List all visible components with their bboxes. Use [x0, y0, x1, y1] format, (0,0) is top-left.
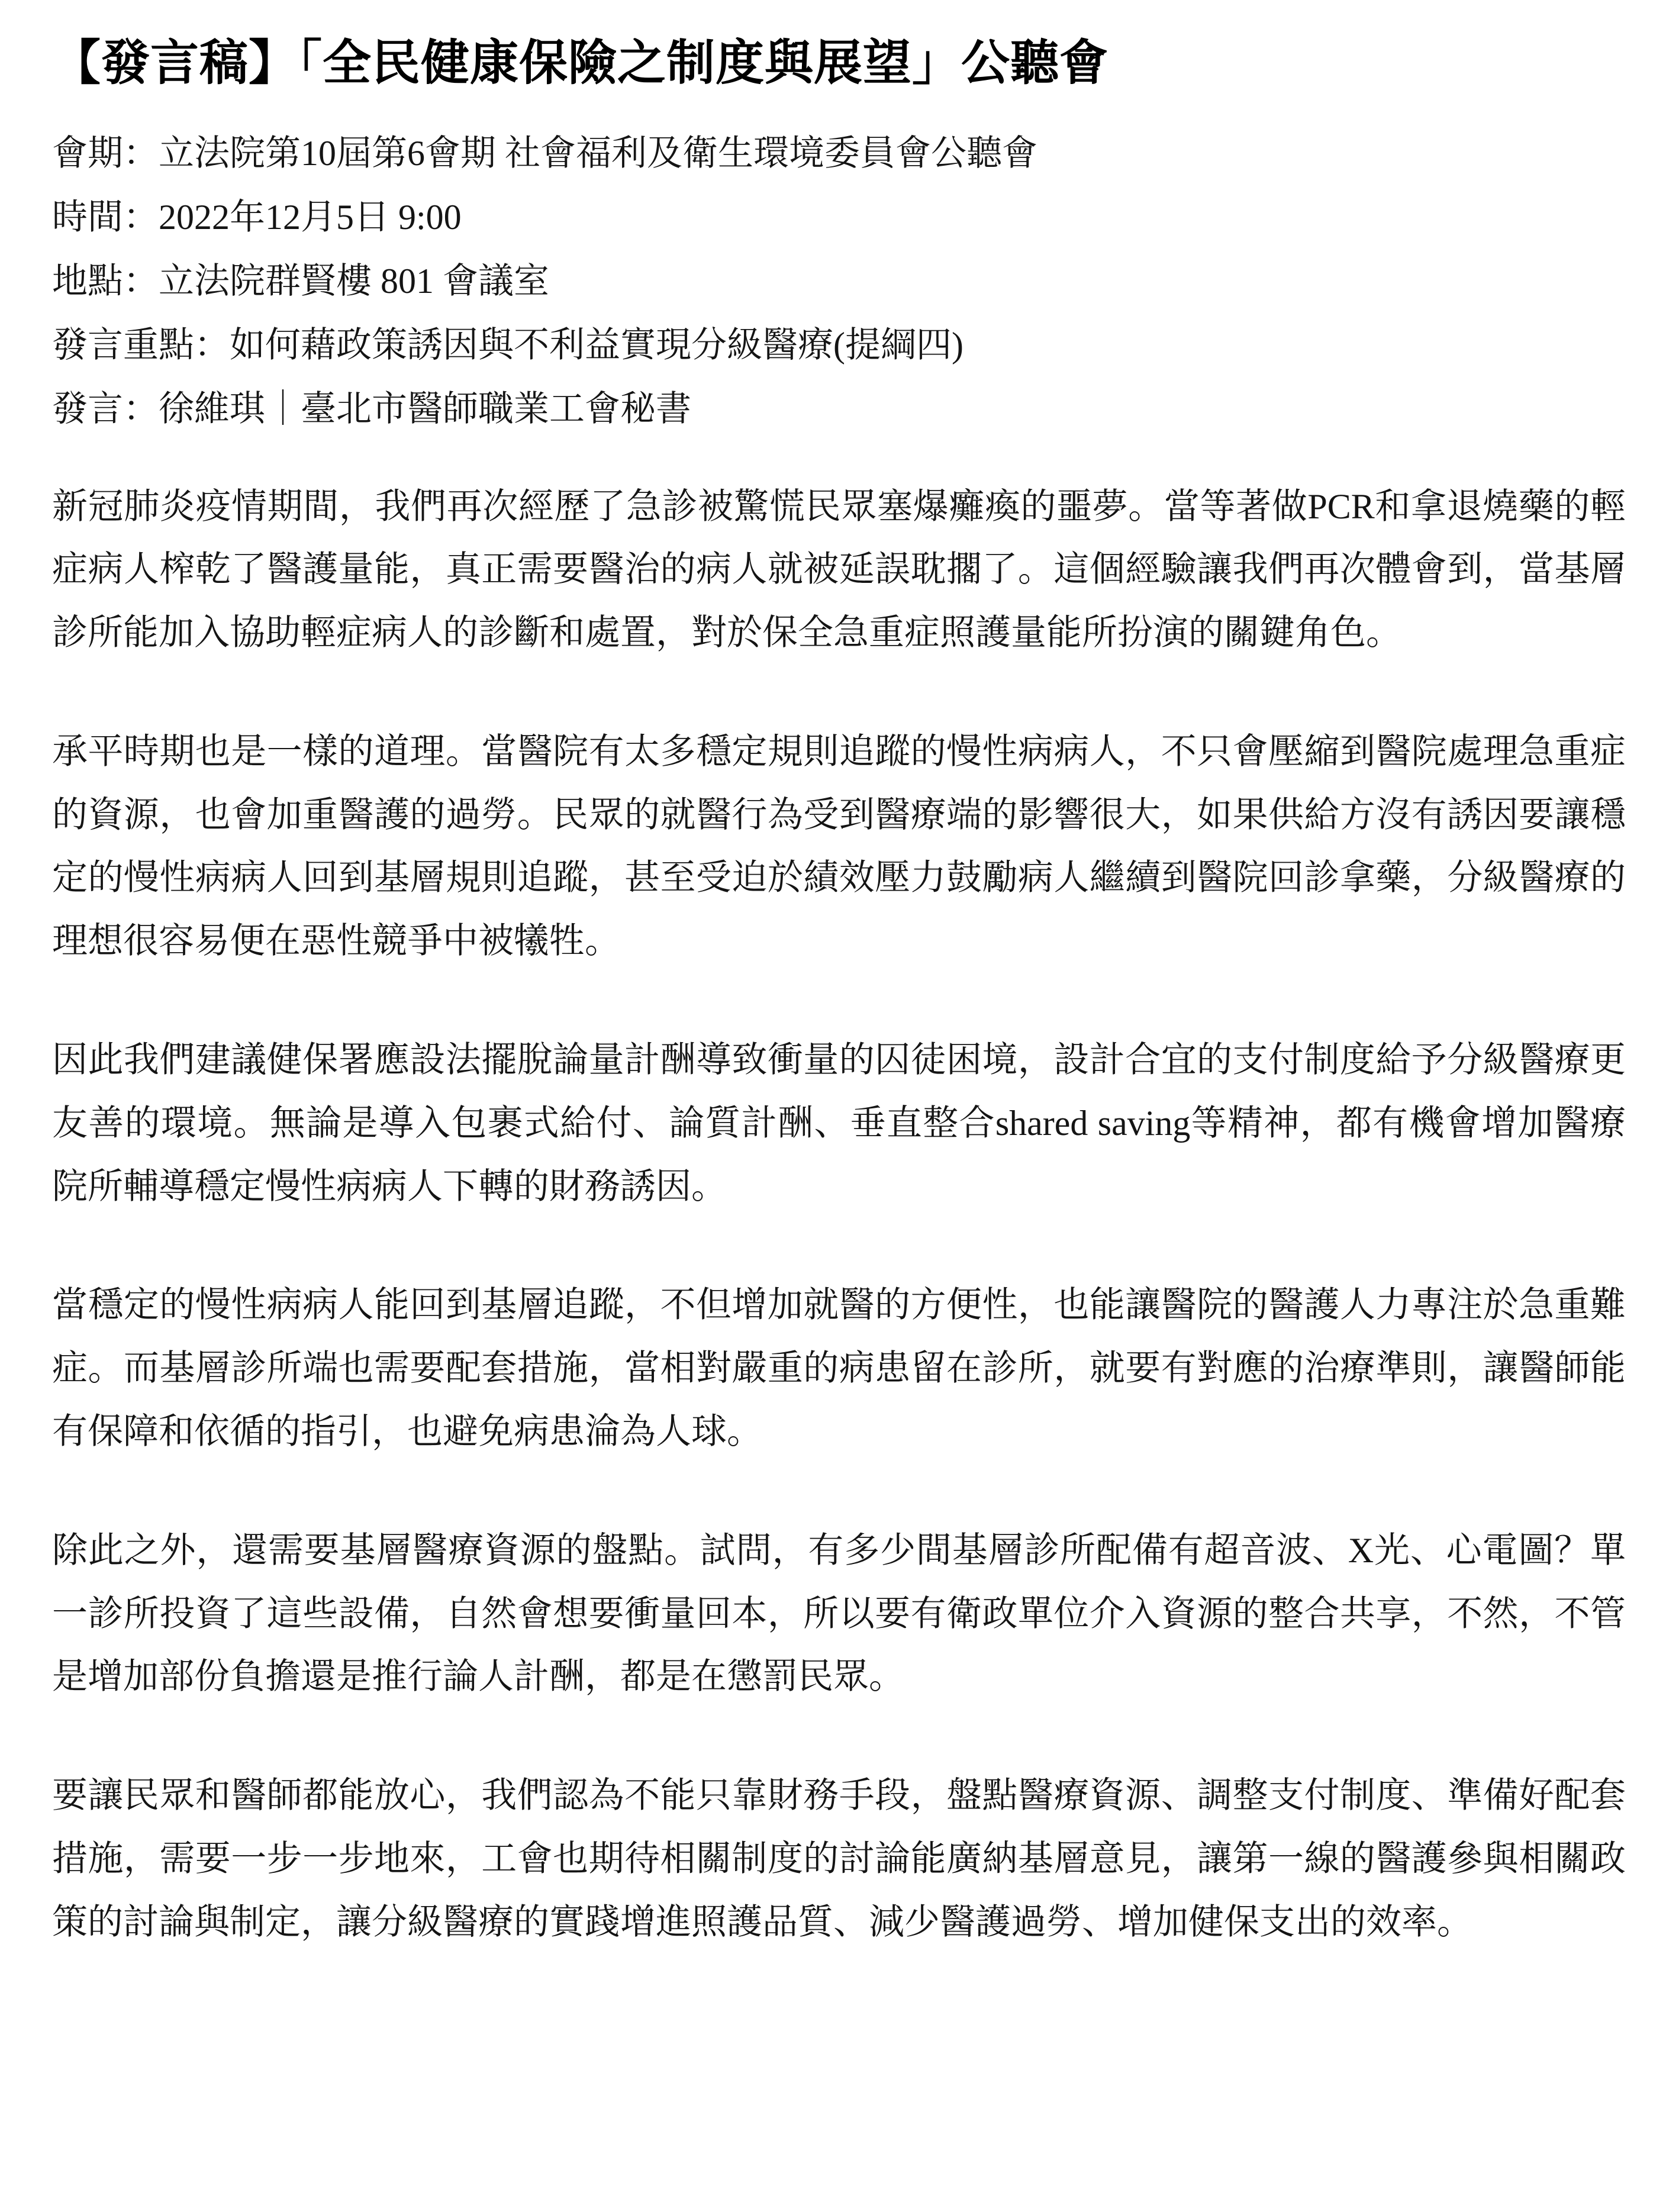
paragraph-1: 新冠肺炎疫情期間，我們再次經歷了急診被驚慌民眾塞爆癱瘓的噩夢。當等著做PCR和拿退燒藥的輕症病人榨乾了醫護量能，真正需要醫治的病人就被延誤耽擱了。這個經驗讓我們再次體會到，當基層診所能加入協助輕症病人的診斷和處置，對於保全急重症照護量能所扮演的關鍵角色。 — [52, 486, 1626, 653]
meta-block — [52, 121, 1626, 441]
paragraph-5: 除此之外，還需要基層醫療資源的盤點。試問，有多少間基層診所配備有超音波、X光、心電圖？單一診所投資了這些設備，自然會想要衝量回本，所以要有衛政單位介入資源的整合共享，不然，不管是增加部份負擔還是推行論人計酬，都是在懲罰民眾。 — [52, 1530, 1626, 1697]
page-title: 【發言稿】「全民健康保險之制度與展望」公聽會 — [52, 36, 1109, 90]
meta-location: 地點：立法院群賢樓 801 會議室 — [52, 261, 549, 301]
meta-session: 會期：立法院第10屆第6會期 社會福利及衛生環境委員會公聽會 — [52, 133, 1037, 173]
paragraph-6: 要讓民眾和醫師都能放心，我們認為不能只靠財務手段，盤點醫療資源、調整支付制度、準備好配套措施，需要一步一步地來，工會也期待相關制度的討論能廣納基層意見，讓第一線的醫護參與相關政策的討論與制定，讓分級醫療的實踐增進照護品質、減少醫護過勞、增加健保支出的效率。 — [52, 1776, 1626, 1942]
paragraph-2: 承平時期也是一樣的道理。當醫院有太多穩定規則追蹤的慢性病病人，不只會壓縮到醫院處理急重症的資源，也會加重醫護的過勞。民眾的就醫行為受到醫療端的影響很大，如果供給方沒有誘因要讓穩定的慢性病病人回到基層規則追蹤，甚至受迫於績效壓力鼓勵病人繼續到醫院回診拿藥，分級醫療的理想很容易便在惡性競爭中被犧牲。 — [52, 731, 1626, 961]
paragraph-4: 當穩定的慢性病病人能回到基層追蹤，不但增加就醫的方便性，也能讓醫院的醫護人力專注於急重難症。而基層診所端也需要配套措施，當相對嚴重的病患留在診所，就要有對應的治療準則，讓醫師能有保障和依循的指引，也避免病患淪為人球。 — [52, 1285, 1626, 1452]
meta-speaker: 發言：徐維琪｜臺北市醫師職業工會秘書 — [52, 389, 691, 428]
body-paragraphs — [52, 475, 1626, 1954]
paragraph-3: 因此我們建議健保署應設法擺脫論量計酬導致衝量的囚徒困境，設計合宜的支付制度給予分級醫療更友善的環境。無論是導入包裹式給付、論質計酬、垂直整合shared saving等精神，都有機會增加醫療院所輔導穩定慢性病病人下轉的財務誘因。 — [52, 1040, 1626, 1206]
meta-topic: 發言重點：如何藉政策誘因與不利益實現分級醫療(提綱四) — [52, 325, 963, 365]
meta-time: 時間：2022年12月5日 9:00 — [52, 197, 462, 237]
